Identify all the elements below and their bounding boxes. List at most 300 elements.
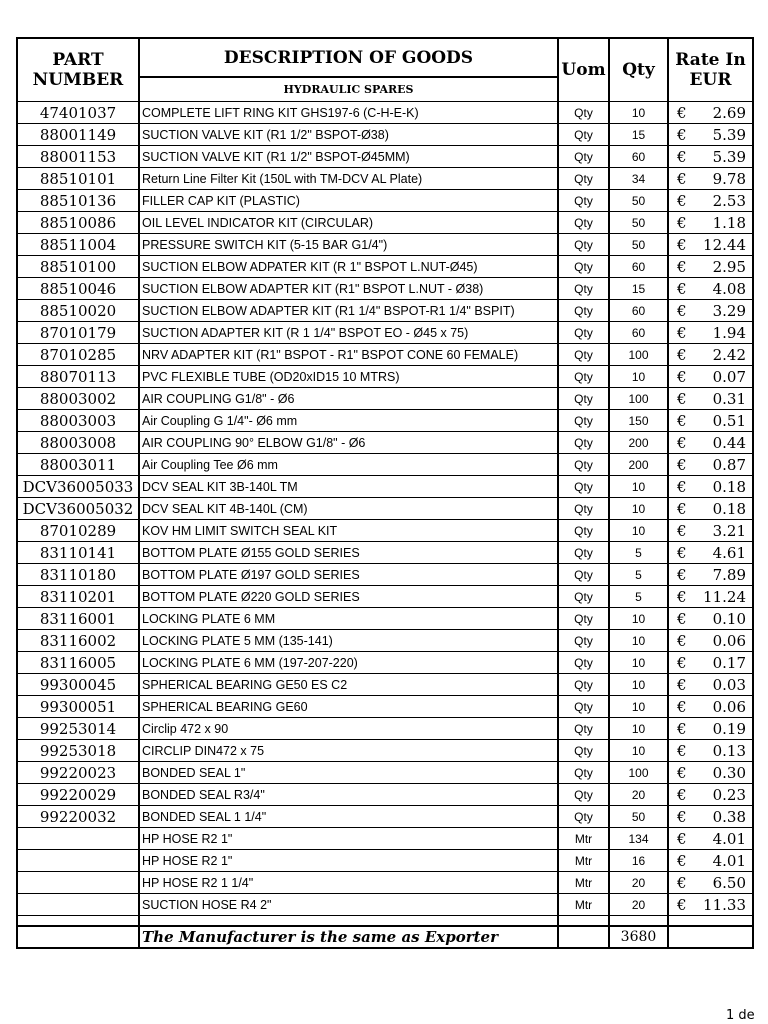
table-row	[17, 124, 753, 146]
currency-symbol: €	[677, 851, 687, 870]
goods-rows	[17, 102, 753, 916]
uom-cell: Qty	[558, 608, 609, 630]
uom-cell: Qty	[558, 454, 609, 476]
part-number-cell: 99220032	[17, 806, 139, 828]
uom-cell: Qty	[558, 432, 609, 454]
table-row	[17, 322, 753, 344]
rate-cell	[668, 410, 753, 432]
rate-value: 0.13	[712, 741, 746, 760]
description-cell: BONDED SEAL 1 1/4"	[139, 806, 558, 828]
description-cell: Air Coupling G 1/4"- Ø6 mm	[139, 410, 558, 432]
table-row	[17, 828, 753, 850]
description-cell: BOTTOM PLATE Ø220 GOLD SERIES	[139, 586, 558, 608]
rate-value: 1.94	[712, 323, 746, 342]
rate-cell	[668, 124, 753, 146]
rate-value: 7.89	[712, 565, 746, 584]
rate-value: 2.69	[712, 103, 746, 122]
description-cell: SUCTION ELBOW ADAPTER KIT (R1 1/4" BSPOT-R1 1/4" BSPIT)	[139, 300, 558, 322]
uom-cell: Qty	[558, 520, 609, 542]
currency-symbol: €	[677, 785, 687, 804]
qty-cell: 60	[609, 322, 668, 344]
table-row	[17, 498, 753, 520]
table-row	[17, 102, 753, 124]
currency-symbol: €	[677, 147, 687, 166]
currency-symbol: €	[677, 873, 687, 892]
uom-cell: Qty	[558, 168, 609, 190]
currency-symbol: €	[677, 719, 687, 738]
description-cell: LOCKING PLATE 6 MM	[139, 608, 558, 630]
table-row	[17, 542, 753, 564]
uom-cell: Mtr	[558, 828, 609, 850]
currency-symbol: €	[677, 631, 687, 650]
part-number-cell: 83116002	[17, 630, 139, 652]
qty-cell: 10	[609, 498, 668, 520]
description-cell: AIR COUPLING G1/8" - Ø6	[139, 388, 558, 410]
description-cell: HP HOSE R2 1"	[139, 828, 558, 850]
description-cell: BONDED SEAL R3/4"	[139, 784, 558, 806]
description-cell: BOTTOM PLATE Ø155 GOLD SERIES	[139, 542, 558, 564]
uom-cell: Qty	[558, 542, 609, 564]
description-cell: SUCTION ELBOW ADAPTER KIT (R1" BSPOT L.NUT - Ø38)	[139, 278, 558, 300]
rate-value: 4.08	[712, 279, 746, 298]
qty-cell: 15	[609, 278, 668, 300]
part-number-cell: 88003002	[17, 388, 139, 410]
rate-cell	[668, 674, 753, 696]
uom-cell: Mtr	[558, 894, 609, 916]
rate-value: 9.78	[712, 169, 746, 188]
rate-value: 0.06	[712, 697, 746, 716]
qty-cell: 100	[609, 762, 668, 784]
currency-symbol: €	[677, 235, 687, 254]
description-cell: PVC FLEXIBLE TUBE (OD20xID15 10 MTRS)	[139, 366, 558, 388]
rate-cell	[668, 586, 753, 608]
uom-cell: Qty	[558, 278, 609, 300]
part-number-cell: 88511004	[17, 234, 139, 256]
rate-value: 0.10	[712, 609, 746, 628]
description-cell: COMPLETE LIFT RING KIT GHS197-6 (C-H-E-K)	[139, 102, 558, 124]
part-number-cell: 88070113	[17, 366, 139, 388]
currency-symbol: €	[677, 565, 687, 584]
table-row	[17, 520, 753, 542]
part-number-cell: 83116005	[17, 652, 139, 674]
rate-value: 0.44	[712, 433, 746, 452]
rate-cell	[668, 300, 753, 322]
footer-uom-cell	[558, 926, 609, 948]
rate-value: 3.29	[712, 301, 746, 320]
qty-cell: 16	[609, 850, 668, 872]
currency-symbol: €	[677, 499, 687, 518]
rate-cell	[668, 520, 753, 542]
qty-cell: 5	[609, 564, 668, 586]
uom-cell: Qty	[558, 476, 609, 498]
rate-value: 0.03	[712, 675, 746, 694]
header-qty: Qty	[609, 38, 668, 102]
qty-cell: 50	[609, 234, 668, 256]
footer-row	[17, 926, 753, 948]
currency-symbol: €	[677, 653, 687, 672]
qty-cell: 20	[609, 872, 668, 894]
rate-value: 2.95	[712, 257, 746, 276]
rate-value: 0.17	[712, 653, 746, 672]
rate-cell	[668, 806, 753, 828]
rate-value: 0.18	[712, 499, 746, 518]
uom-cell: Qty	[558, 784, 609, 806]
part-number-cell: 88003003	[17, 410, 139, 432]
qty-cell: 10	[609, 652, 668, 674]
currency-symbol: €	[677, 807, 687, 826]
description-cell: SUCTION ELBOW ADPATER KIT (R 1" BSPOT L.NUT-Ø45)	[139, 256, 558, 278]
qty-cell: 34	[609, 168, 668, 190]
uom-cell: Qty	[558, 762, 609, 784]
part-number-cell: 87010285	[17, 344, 139, 366]
currency-symbol: €	[677, 697, 687, 716]
currency-symbol: €	[677, 103, 687, 122]
rate-value: 4.61	[712, 543, 746, 562]
rate-value: 0.51	[712, 411, 746, 430]
rate-cell	[668, 828, 753, 850]
uom-cell: Qty	[558, 718, 609, 740]
part-number-cell: 83110201	[17, 586, 139, 608]
qty-cell: 20	[609, 784, 668, 806]
table-row	[17, 872, 753, 894]
rate-cell	[668, 322, 753, 344]
footer-note: The Manufacturer is the same as Exporter	[139, 926, 558, 948]
description-cell: DCV SEAL KIT 3B-140L TM	[139, 476, 558, 498]
qty-cell: 50	[609, 212, 668, 234]
description-cell: HP HOSE R2 1"	[139, 850, 558, 872]
rate-cell	[668, 146, 753, 168]
table-row	[17, 168, 753, 190]
qty-cell: 10	[609, 608, 668, 630]
table-row	[17, 256, 753, 278]
currency-symbol: €	[677, 477, 687, 496]
qty-cell: 200	[609, 454, 668, 476]
description-cell: KOV HM LIMIT SWITCH SEAL KIT	[139, 520, 558, 542]
rate-cell	[668, 234, 753, 256]
rate-cell	[668, 696, 753, 718]
table-row	[17, 630, 753, 652]
uom-cell: Qty	[558, 806, 609, 828]
table-row	[17, 740, 753, 762]
rate-value: 11.33	[703, 895, 746, 914]
rate-cell	[668, 278, 753, 300]
table-row	[17, 608, 753, 630]
part-number-cell	[17, 894, 139, 916]
uom-cell: Qty	[558, 564, 609, 586]
part-number-cell: 88510046	[17, 278, 139, 300]
part-number-cell: 99220023	[17, 762, 139, 784]
table-row	[17, 432, 753, 454]
table-row	[17, 212, 753, 234]
qty-cell: 100	[609, 344, 668, 366]
page-number: 1 de	[726, 1008, 755, 1023]
table-row	[17, 300, 753, 322]
header-part-number: PART NUMBER	[17, 38, 139, 102]
rate-cell	[668, 740, 753, 762]
description-cell: Circlip 472 x 90	[139, 718, 558, 740]
currency-symbol: €	[677, 609, 687, 628]
rate-cell	[668, 476, 753, 498]
qty-cell: 10	[609, 102, 668, 124]
description-cell: AIR COUPLING 90° ELBOW G1/8" - Ø6	[139, 432, 558, 454]
header-uom: Uom	[558, 38, 609, 102]
rate-value: 0.38	[712, 807, 746, 826]
uom-cell: Qty	[558, 366, 609, 388]
description-cell: PRESSURE SWITCH KIT (5-15 BAR G1/4")	[139, 234, 558, 256]
part-number-cell: 88510100	[17, 256, 139, 278]
uom-cell: Qty	[558, 696, 609, 718]
qty-cell: 60	[609, 256, 668, 278]
footer-rate-cell	[668, 926, 753, 948]
description-cell: HP HOSE R2 1 1/4"	[139, 872, 558, 894]
part-number-cell: 99253014	[17, 718, 139, 740]
uom-cell: Qty	[558, 102, 609, 124]
qty-cell: 60	[609, 146, 668, 168]
uom-cell: Qty	[558, 388, 609, 410]
table-row	[17, 234, 753, 256]
currency-symbol: €	[677, 763, 687, 782]
qty-cell: 10	[609, 476, 668, 498]
part-number-cell	[17, 850, 139, 872]
currency-symbol: €	[677, 279, 687, 298]
table-row	[17, 344, 753, 366]
header-rate: Rate In EUR	[668, 38, 753, 102]
description-cell: BONDED SEAL 1"	[139, 762, 558, 784]
table-row	[17, 278, 753, 300]
rate-cell	[668, 454, 753, 476]
rate-value: 12.44	[703, 235, 746, 254]
description-cell: SUCTION HOSE R4 2"	[139, 894, 558, 916]
table-row	[17, 718, 753, 740]
qty-cell: 20	[609, 894, 668, 916]
uom-cell: Qty	[558, 124, 609, 146]
qty-cell: 10	[609, 718, 668, 740]
table-row	[17, 674, 753, 696]
uom-cell: Qty	[558, 212, 609, 234]
qty-cell: 10	[609, 520, 668, 542]
part-number-cell: 88510086	[17, 212, 139, 234]
qty-cell: 100	[609, 388, 668, 410]
qty-cell: 10	[609, 674, 668, 696]
part-number-cell: 83110180	[17, 564, 139, 586]
rate-value: 0.23	[712, 785, 746, 804]
rate-cell	[668, 872, 753, 894]
table-row	[17, 564, 753, 586]
rate-value: 5.39	[712, 125, 746, 144]
table-row	[17, 146, 753, 168]
part-number-cell: 83110141	[17, 542, 139, 564]
rate-cell	[668, 784, 753, 806]
uom-cell: Qty	[558, 256, 609, 278]
part-number-cell: 88001153	[17, 146, 139, 168]
part-number-cell: 87010179	[17, 322, 139, 344]
qty-cell: 10	[609, 740, 668, 762]
part-number-cell: 88003011	[17, 454, 139, 476]
part-number-cell: 83116001	[17, 608, 139, 630]
currency-symbol: €	[677, 257, 687, 276]
currency-symbol: €	[677, 741, 687, 760]
qty-cell: 60	[609, 300, 668, 322]
uom-cell: Qty	[558, 652, 609, 674]
part-number-cell: 88001149	[17, 124, 139, 146]
currency-symbol: €	[677, 411, 687, 430]
uom-cell: Qty	[558, 322, 609, 344]
part-number-cell: 99300045	[17, 674, 139, 696]
currency-symbol: €	[677, 433, 687, 452]
table-row	[17, 894, 753, 916]
currency-symbol: €	[677, 213, 687, 232]
rate-cell	[668, 894, 753, 916]
table-row	[17, 850, 753, 872]
table-row	[17, 696, 753, 718]
rate-cell	[668, 256, 753, 278]
rate-value: 0.87	[712, 455, 746, 474]
part-number-cell	[17, 828, 139, 850]
rate-cell	[668, 190, 753, 212]
rate-value: 0.06	[712, 631, 746, 650]
description-cell: LOCKING PLATE 5 MM (135-141)	[139, 630, 558, 652]
qty-cell: 50	[609, 190, 668, 212]
part-number-cell: 87010289	[17, 520, 139, 542]
qty-cell: 10	[609, 630, 668, 652]
description-cell: DCV SEAL KIT 4B-140L (CM)	[139, 498, 558, 520]
qty-cell: 5	[609, 586, 668, 608]
description-cell: SUCTION VALVE KIT (R1 1/2" BSPOT-Ø38)	[139, 124, 558, 146]
part-number-cell: 99253018	[17, 740, 139, 762]
currency-symbol: €	[677, 389, 687, 408]
currency-symbol: €	[677, 455, 687, 474]
table-row	[17, 476, 753, 498]
currency-symbol: €	[677, 367, 687, 386]
rate-cell	[668, 366, 753, 388]
uom-cell: Qty	[558, 586, 609, 608]
uom-cell: Qty	[558, 234, 609, 256]
rate-value: 11.24	[703, 587, 746, 606]
table-row	[17, 762, 753, 784]
rate-value: 6.50	[712, 873, 746, 892]
rate-cell	[668, 168, 753, 190]
rate-cell	[668, 432, 753, 454]
rate-value: 3.21	[712, 521, 746, 540]
rate-cell	[668, 652, 753, 674]
rate-value: 0.18	[712, 477, 746, 496]
currency-symbol: €	[677, 587, 687, 606]
footer-part-cell	[17, 926, 139, 948]
currency-symbol: €	[677, 301, 687, 320]
blank-row	[17, 916, 753, 926]
table-row	[17, 366, 753, 388]
description-cell: SUCTION VALVE KIT (R1 1/2" BSPOT-Ø45MM)	[139, 146, 558, 168]
table-row	[17, 586, 753, 608]
qty-cell: 200	[609, 432, 668, 454]
currency-symbol: €	[677, 543, 687, 562]
uom-cell: Qty	[558, 344, 609, 366]
rate-cell	[668, 850, 753, 872]
description-cell: FILLER CAP KIT (PLASTIC)	[139, 190, 558, 212]
footer-total-qty: 3680	[609, 926, 668, 948]
uom-cell: Qty	[558, 740, 609, 762]
uom-cell: Mtr	[558, 872, 609, 894]
currency-symbol: €	[677, 125, 687, 144]
table-row	[17, 806, 753, 828]
uom-cell: Qty	[558, 300, 609, 322]
table-row	[17, 784, 753, 806]
qty-cell: 5	[609, 542, 668, 564]
qty-cell: 150	[609, 410, 668, 432]
currency-symbol: €	[677, 521, 687, 540]
qty-cell: 134	[609, 828, 668, 850]
rate-cell	[668, 564, 753, 586]
part-number-cell: 47401037	[17, 102, 139, 124]
rate-cell	[668, 212, 753, 234]
uom-cell: Qty	[558, 498, 609, 520]
part-number-cell: 88510101	[17, 168, 139, 190]
rate-value: 4.01	[712, 829, 746, 848]
rate-cell	[668, 718, 753, 740]
qty-cell: 10	[609, 366, 668, 388]
rate-cell	[668, 762, 753, 784]
uom-cell: Qty	[558, 630, 609, 652]
description-cell: SPHERICAL BEARING GE60	[139, 696, 558, 718]
goods-table	[16, 37, 754, 949]
currency-symbol: €	[677, 345, 687, 364]
rate-cell	[668, 608, 753, 630]
part-number-cell: 88510136	[17, 190, 139, 212]
description-cell: LOCKING PLATE 6 MM (197-207-220)	[139, 652, 558, 674]
currency-symbol: €	[677, 169, 687, 188]
uom-cell: Qty	[558, 146, 609, 168]
rate-cell	[668, 630, 753, 652]
part-number-cell: DCV36005033	[17, 476, 139, 498]
description-cell: OIL LEVEL INDICATOR KIT (CIRCULAR)	[139, 212, 558, 234]
qty-cell: 15	[609, 124, 668, 146]
header-category: HYDRAULIC SPARES	[139, 77, 558, 102]
rate-value: 2.42	[712, 345, 746, 364]
description-cell: SPHERICAL BEARING GE50 ES C2	[139, 674, 558, 696]
rate-value: 0.19	[712, 719, 746, 738]
uom-cell: Qty	[558, 410, 609, 432]
rate-cell	[668, 388, 753, 410]
currency-symbol: €	[677, 829, 687, 848]
table-row	[17, 410, 753, 432]
currency-symbol: €	[677, 323, 687, 342]
uom-cell: Qty	[558, 190, 609, 212]
part-number-cell: 99300051	[17, 696, 139, 718]
rate-value: 0.07	[712, 367, 746, 386]
rate-value: 0.31	[712, 389, 746, 408]
description-cell: BOTTOM PLATE Ø197 GOLD SERIES	[139, 564, 558, 586]
part-number-cell: DCV36005032	[17, 498, 139, 520]
table-row	[17, 454, 753, 476]
currency-symbol: €	[677, 675, 687, 694]
description-cell: Return Line Filter Kit (150L with TM-DCV AL Plate)	[139, 168, 558, 190]
description-cell: SUCTION ADAPTER KIT (R 1 1/4" BSPOT EO - Ø45 x 75)	[139, 322, 558, 344]
currency-symbol: €	[677, 895, 687, 914]
uom-cell: Qty	[558, 674, 609, 696]
rate-cell	[668, 498, 753, 520]
description-cell: Air Coupling Tee Ø6 mm	[139, 454, 558, 476]
rate-value: 4.01	[712, 851, 746, 870]
qty-cell: 50	[609, 806, 668, 828]
rate-value: 5.39	[712, 147, 746, 166]
rate-cell	[668, 542, 753, 564]
uom-cell: Mtr	[558, 850, 609, 872]
rate-value: 2.53	[712, 191, 746, 210]
rate-cell	[668, 102, 753, 124]
qty-cell: 10	[609, 696, 668, 718]
rate-value: 0.30	[712, 763, 746, 782]
part-number-cell	[17, 872, 139, 894]
